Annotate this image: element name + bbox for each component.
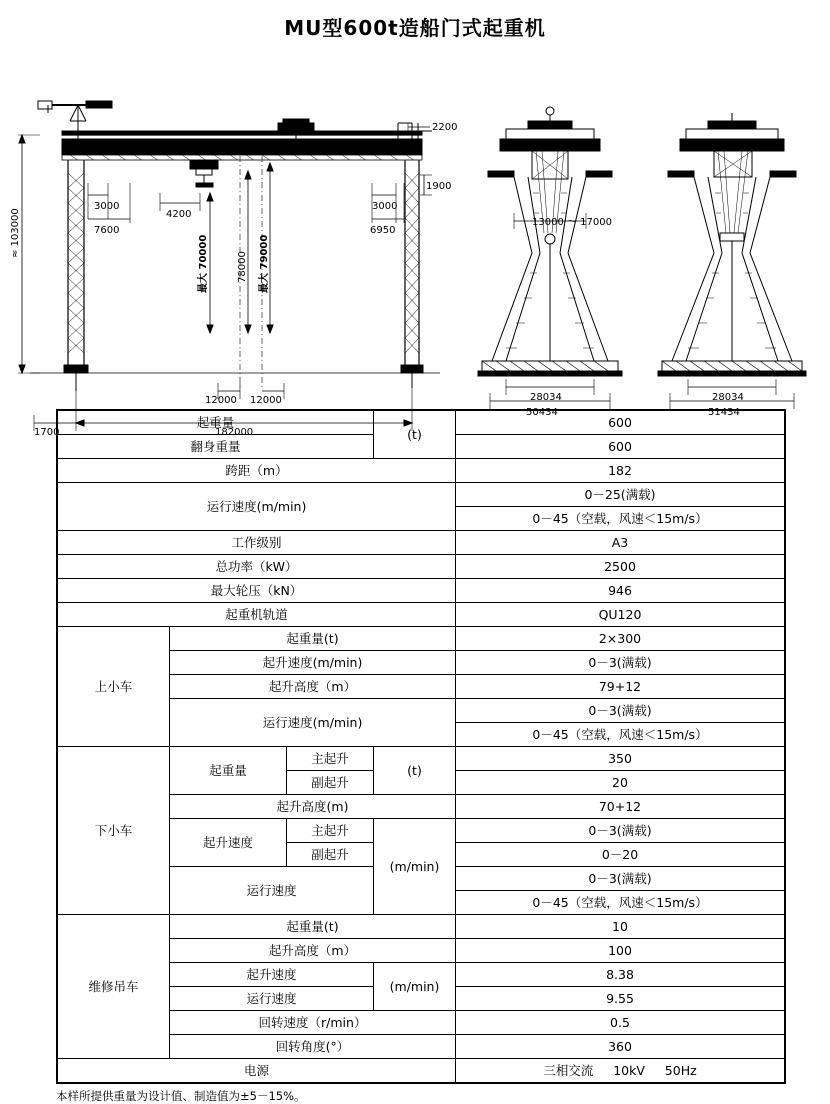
row-value: 946 — [456, 579, 786, 603]
row-label: 运行速度(m/min) — [170, 699, 456, 747]
row-value-1: 0－3(满载) — [456, 699, 786, 723]
row-value: 8.38 — [456, 963, 786, 987]
dim-7600: 7600 — [94, 225, 120, 236]
row-value — [456, 1059, 786, 1084]
dim-12000-b: 12000 — [250, 395, 282, 406]
row-label: 工作级别 — [57, 531, 456, 555]
power-frequency: 50Hz — [664, 1063, 697, 1078]
row-value: 600 — [456, 435, 786, 459]
row-label: 运行速度 — [170, 987, 374, 1011]
spec-table — [56, 409, 786, 1084]
row-unit: (t) — [374, 747, 456, 795]
row-value-1: 0－3(满载) — [456, 867, 786, 891]
row-label: 起升高度（m） — [170, 939, 456, 963]
row-label: 回转速度（r/min） — [170, 1011, 456, 1035]
row-value-2: 0－45（空载，风速＜15m/s） — [456, 507, 786, 531]
row-value: 100 — [456, 939, 786, 963]
row-label: 起重量 — [170, 747, 287, 795]
group-upper-trolley: 上小车 — [57, 627, 170, 747]
dim-2200: 2200 — [432, 122, 458, 133]
row-value: 360 — [456, 1035, 786, 1059]
row-label: 运行速度(m/min) — [57, 483, 456, 531]
row-label: 起升速度(m/min) — [170, 651, 456, 675]
row-value: QU120 — [456, 603, 786, 627]
table-row — [57, 915, 785, 939]
row-value: 0.5 — [456, 1011, 786, 1035]
table-row — [57, 483, 785, 507]
row-value: 2×300 — [456, 627, 786, 651]
row-label: 电源 — [57, 1059, 456, 1084]
row-sublabel: 副起升 — [287, 843, 374, 867]
row-unit: (m/min) — [374, 963, 456, 1011]
dim-4200: 4200 — [166, 209, 192, 220]
row-value: 2500 — [456, 555, 786, 579]
dim-6950: 6950 — [370, 225, 396, 236]
dim-50434: 50434 — [526, 407, 558, 418]
row-label: 跨距（m） — [57, 459, 456, 483]
row-label: 起重量(t) — [170, 627, 456, 651]
dim-max-79000: 最大 79000 — [259, 234, 270, 293]
dim-3000-left: 3000 — [94, 201, 120, 212]
row-label: 起升高度(m) — [170, 795, 456, 819]
table-row — [57, 459, 785, 483]
row-value-1: 0－25(满载) — [456, 483, 786, 507]
footnote: 本样所提供重量为设计值、制造值为±5－15%。 — [56, 1089, 306, 1103]
row-label: 回转角度(°） — [170, 1035, 456, 1059]
row-label: 起升速度 — [170, 963, 374, 987]
row-label: 运行速度 — [170, 867, 374, 915]
row-unit: (m/min) — [374, 819, 456, 915]
group-lower-trolley: 下小车 — [57, 747, 170, 915]
row-value-2: 0－45（空载，风速＜15m/s） — [456, 891, 786, 915]
row-label: 起重量(t) — [170, 915, 456, 939]
dim-13000-17000: 13000 ～ 17000 — [532, 217, 612, 228]
row-value: A3 — [456, 531, 786, 555]
dim-182000: 182000 — [215, 427, 254, 438]
row-value-2: 20 — [456, 771, 786, 795]
dim-3000-right: 3000 — [372, 201, 398, 212]
row-value-2: 0－20 — [456, 843, 786, 867]
dim-max-70000: 最大 70000 — [198, 234, 209, 293]
row-value: 182 — [456, 459, 786, 483]
row-label: 起升高度（m） — [170, 675, 456, 699]
row-unit: (t) — [374, 410, 456, 459]
row-value: 0－3(满载) — [456, 651, 786, 675]
dim-51434: 51434 — [708, 407, 740, 418]
power-type: 三相交流 — [543, 1063, 594, 1078]
dim-1900: 1900 — [426, 181, 452, 192]
row-value: 600 — [456, 410, 786, 435]
row-sublabel: 主起升 — [287, 747, 374, 771]
table-row — [57, 1059, 785, 1084]
row-label: 起重机轨道 — [57, 603, 456, 627]
table-row — [57, 555, 785, 579]
row-value: 79+12 — [456, 675, 786, 699]
spec-table-wrapper — [56, 409, 786, 1084]
dim-1700: 1700 — [34, 427, 60, 438]
table-row — [57, 603, 785, 627]
dim-28034-a: 28034 — [530, 392, 562, 403]
table-row — [57, 627, 785, 651]
table-row — [57, 531, 785, 555]
row-value-1: 350 — [456, 747, 786, 771]
page-title: MU型600t造船门式起重机 — [284, 16, 546, 40]
table-row — [57, 579, 785, 603]
table-row — [57, 410, 785, 435]
row-sublabel: 主起升 — [287, 819, 374, 843]
row-value-2: 0－45（空载，风速＜15m/s） — [456, 723, 786, 747]
dim-12000-a: 12000 — [205, 395, 237, 406]
table-row — [57, 747, 785, 771]
power-voltage: 10kV — [613, 1063, 645, 1078]
row-label: 起重量 — [57, 410, 374, 435]
row-value: 70+12 — [456, 795, 786, 819]
row-sublabel: 副起升 — [287, 771, 374, 795]
row-label: 最大轮压（kN） — [57, 579, 456, 603]
dim-103000: ≈ 103000 — [10, 208, 21, 258]
row-label: 起升速度 — [170, 819, 287, 867]
row-value: 10 — [456, 915, 786, 939]
row-label: 翻身重量 — [57, 435, 374, 459]
group-service-crane: 维修吊车 — [57, 915, 170, 1059]
dim-28034-b: 28034 — [712, 392, 744, 403]
row-value: 9.55 — [456, 987, 786, 1011]
dim-78000: 78000 — [237, 251, 248, 283]
row-value-1: 0－3(满载) — [456, 819, 786, 843]
row-label: 总功率（kW） — [57, 555, 456, 579]
